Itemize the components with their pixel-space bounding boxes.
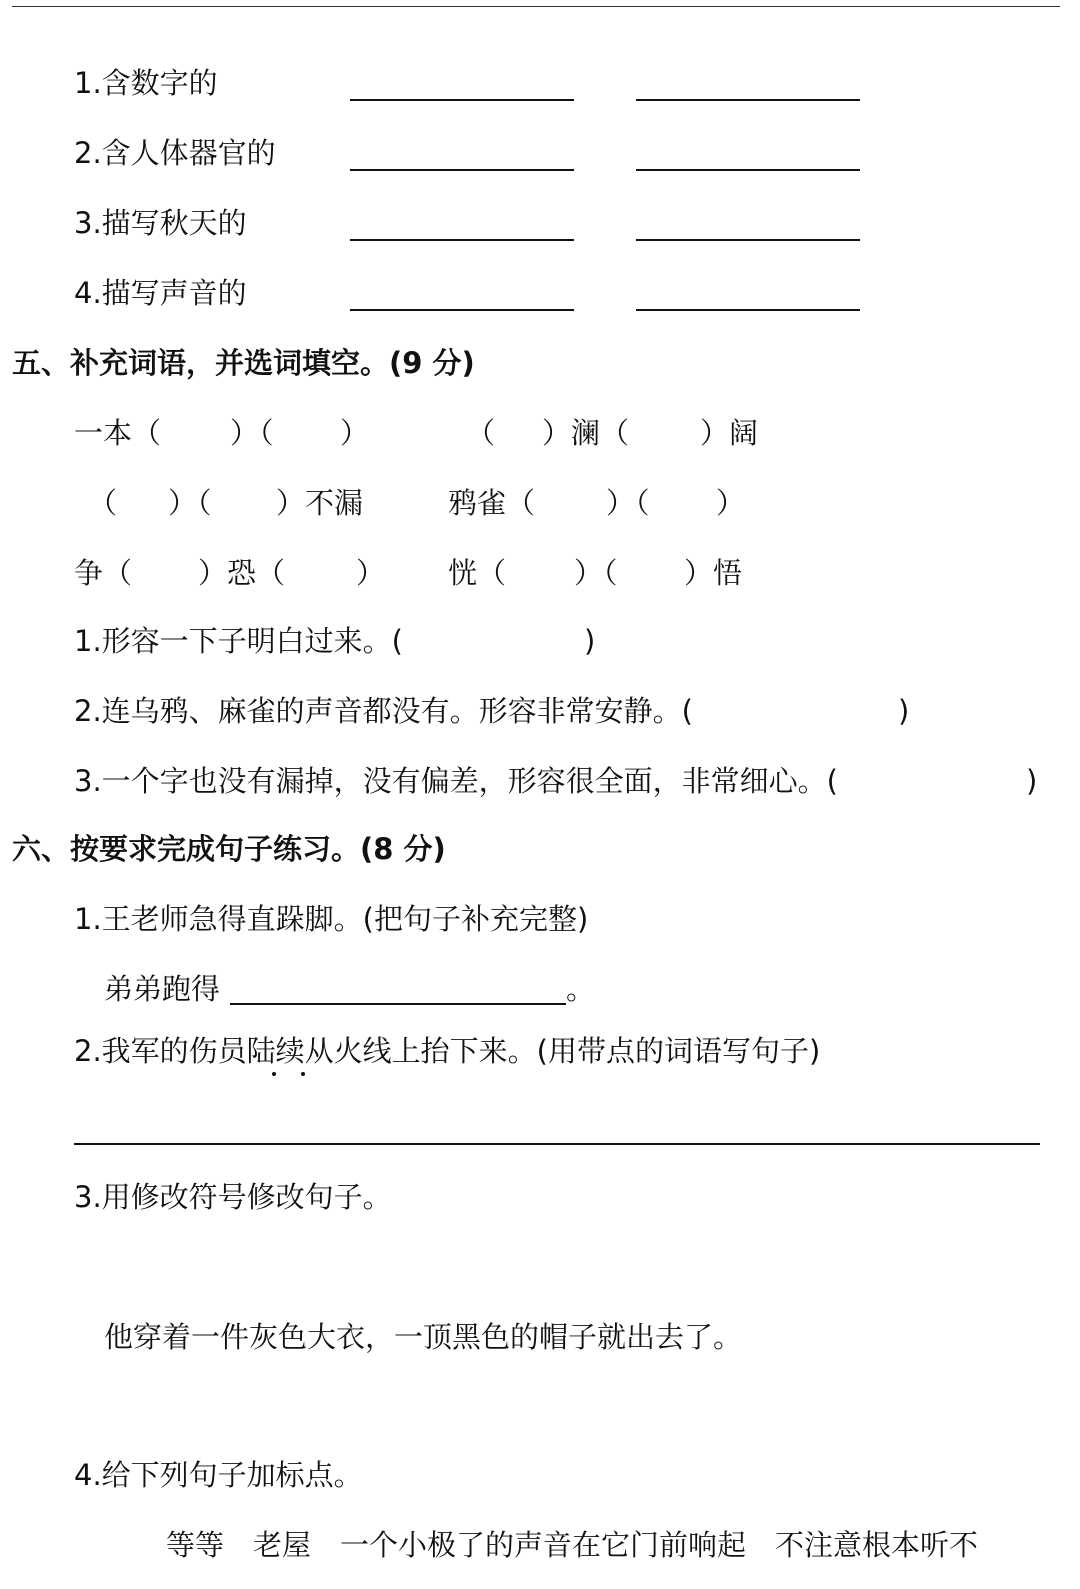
sentence-q3-text: 他穿着一件灰色大衣，一顶黑色的帽子就出去了。 [104, 1320, 743, 1354]
sentence-q1-prompt: 1.王老师急得直跺脚。(把句子补充完整) [74, 902, 589, 936]
idiom-4-part-2: ）（ [606, 486, 650, 520]
answer-blank-4a[interactable] [350, 309, 574, 311]
idiom-1-part-3: ） [340, 416, 370, 450]
idiom-1-part-2: ）（ [230, 416, 274, 450]
idiom-4-part-1: 鸦雀（ [448, 486, 536, 520]
idiom-4-part-3: ） [716, 486, 746, 520]
top-rule [12, 6, 1060, 7]
sentence-q2-answer-line[interactable] [74, 1143, 1040, 1145]
idiom-6-part-3: ）悟 [684, 556, 743, 590]
fill-question-2: 2.连乌鸦、麻雀的声音都没有。形容非常安静。( [74, 694, 693, 728]
row-label-4: 4.描写声音的 [74, 276, 247, 310]
answer-blank-3b[interactable] [636, 239, 860, 241]
idiom-5-part-3: ） [356, 556, 386, 590]
emphasis-dot-1 [272, 1072, 276, 1076]
answer-blank-4b[interactable] [636, 309, 860, 311]
fill-question-1: 1.形容一下子明白过来。( [74, 624, 403, 658]
row-label-2: 2.含人体器官的 [74, 136, 276, 170]
sentence-q1-answer-blank[interactable] [230, 1003, 566, 1005]
fill-question-3: 3.一个字也没有漏掉，没有偏差，形容很全面，非常细心。( [74, 764, 838, 798]
sentence-q1-answer-suffix: 。 [566, 972, 596, 1006]
sentence-q2-prompt: 2.我军的伤员陆续从火线上抬下来。(用带点的词语写句子) [74, 1034, 821, 1068]
emphasis-dot-2 [301, 1072, 305, 1076]
sentence-q3-prompt: 3.用修改符号修改句子。 [74, 1180, 392, 1214]
answer-blank-3a[interactable] [350, 239, 574, 241]
answer-blank-1b[interactable] [636, 99, 860, 101]
idiom-3-part-1: （ [88, 486, 118, 520]
idiom-6-part-1: 恍（ [448, 556, 507, 590]
fill-question-1-close: ) [584, 624, 596, 658]
answer-blank-2a[interactable] [350, 169, 574, 171]
fill-question-2-close: ) [898, 694, 910, 728]
idiom-2-part-3: ）阔 [700, 416, 759, 450]
row-label-3: 3.描写秋天的 [74, 206, 247, 240]
section6-heading: 六、按要求完成句子练习。(8 分) [12, 832, 446, 866]
idiom-1-part-1: 一本（ [74, 416, 162, 450]
idiom-2-part-1: （ [466, 416, 496, 450]
sentence-q4-text: 等等 老屋 一个小极了的声音在它门前响起 不注意根本听不 [166, 1528, 979, 1562]
idiom-3-part-3: ）不漏 [276, 486, 364, 520]
idiom-3-part-2: ）（ [168, 486, 212, 520]
idiom-5-part-2: ）恐（ [198, 556, 286, 590]
section5-heading: 五、补充词语，并选词填空。(9 分) [12, 346, 475, 380]
idiom-5-part-1: 争（ [74, 556, 133, 590]
fill-question-3-close: ) [1026, 764, 1038, 798]
row-label-1: 1.含数字的 [74, 66, 218, 100]
idiom-2-part-2: ）澜（ [542, 416, 630, 450]
idiom-6-part-2: ）（ [574, 556, 618, 590]
sentence-q4-prompt: 4.给下列句子加标点。 [74, 1458, 363, 1492]
answer-blank-1a[interactable] [350, 99, 574, 101]
sentence-q1-answer-prefix: 弟弟跑得 [104, 972, 221, 1006]
answer-blank-2b[interactable] [636, 169, 860, 171]
